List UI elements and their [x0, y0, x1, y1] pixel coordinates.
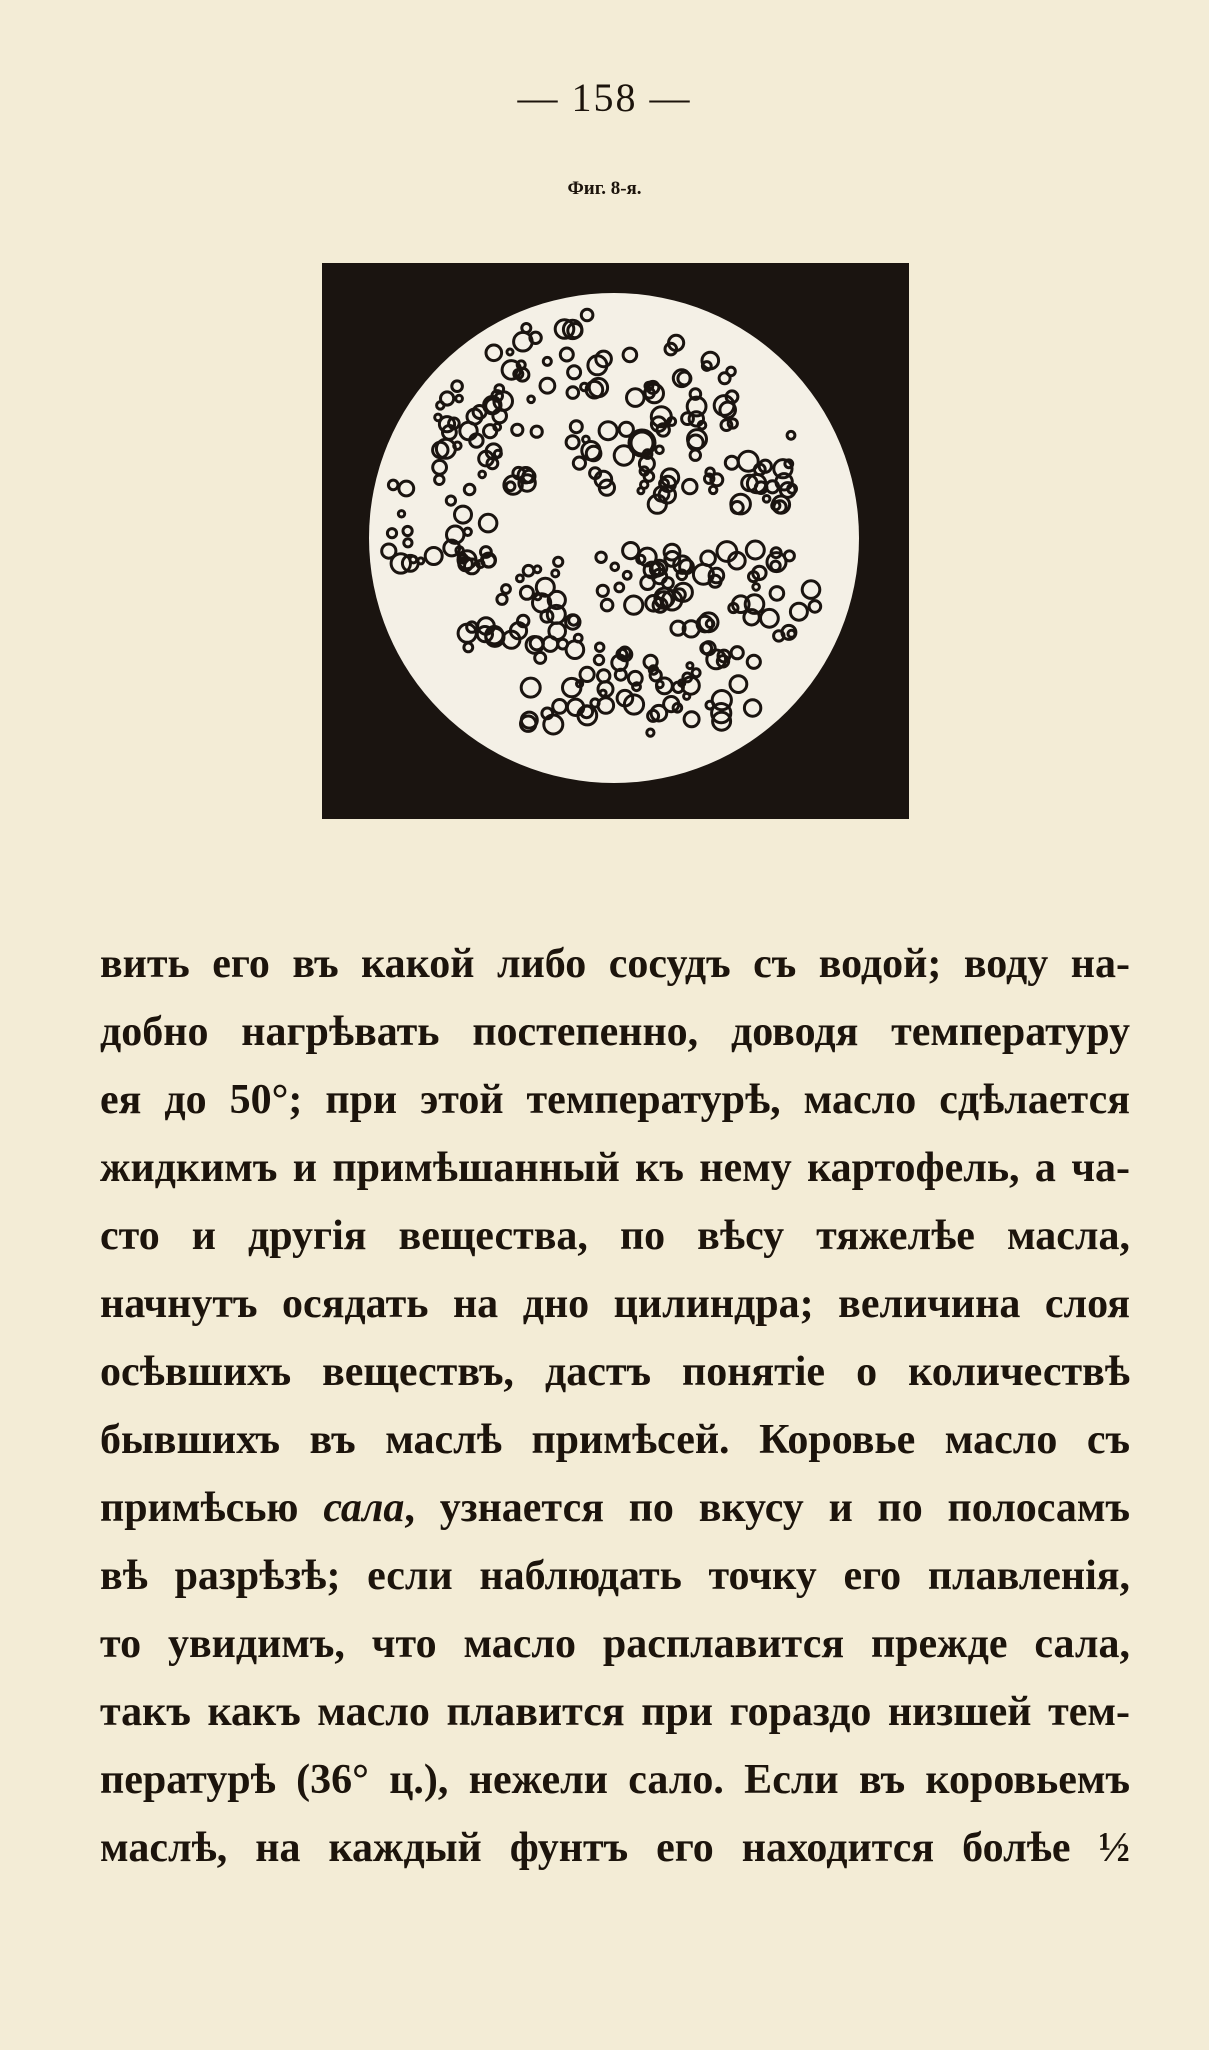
text-line-4: жидкимъ и примѣшанный къ нему картофель, а ча- [100, 1145, 1130, 1191]
text-line-12: такъ какъ масло плавится при гораздо низшей тем- [100, 1689, 1130, 1735]
text-line-11: то увидимъ, что масло расплавится прежде сала, [100, 1621, 1130, 1667]
text-line-2: добно нагрѣвать постепенно, доводя температуру [100, 1009, 1130, 1055]
text-line-5: сто и другія вещества, по вѣсу тяжелѣе масла, [100, 1213, 1130, 1259]
page-number: — 158 — [517, 75, 692, 120]
text-line-1: вить его въ какой либо сосудъ съ водой; воду на- [100, 941, 1130, 987]
text-line-14: маслѣ, на каждый фунтъ его находится болѣе ½ [100, 1825, 1130, 1871]
italic-word: сала [323, 1485, 405, 1531]
text-line-7: осѣвшихъ веществъ, дастъ понятіе о количествѣ [100, 1349, 1130, 1395]
text-line-13: пературѣ (36° ц.), нежели сало. Если въ коровьемъ [100, 1757, 1130, 1803]
text-line-9-end: , узнается по вкусу и по полосамъ [404, 1485, 1131, 1531]
microscope-figure [322, 263, 909, 819]
text-line-6: начнутъ осядать на дно цилиндра; величина слоя [100, 1281, 1130, 1327]
text-line-9 [100, 1474, 1130, 1542]
body-text [100, 930, 1130, 1882]
text-line-10: вѣ разрѣзѣ; если наблюдать точку его плавленія, [100, 1553, 1130, 1599]
text-line-8: бывшихъ въ маслѣ примѣсей. Коровье масло съ [100, 1417, 1130, 1463]
figure-caption: Фиг. 8-я. [567, 178, 642, 199]
microscope-field-illustration [322, 263, 909, 819]
text-line-9-start: примѣсью [100, 1485, 324, 1531]
text-line-3: ея до 50°; при этой температурѣ, масло сдѣлается [100, 1077, 1130, 1123]
